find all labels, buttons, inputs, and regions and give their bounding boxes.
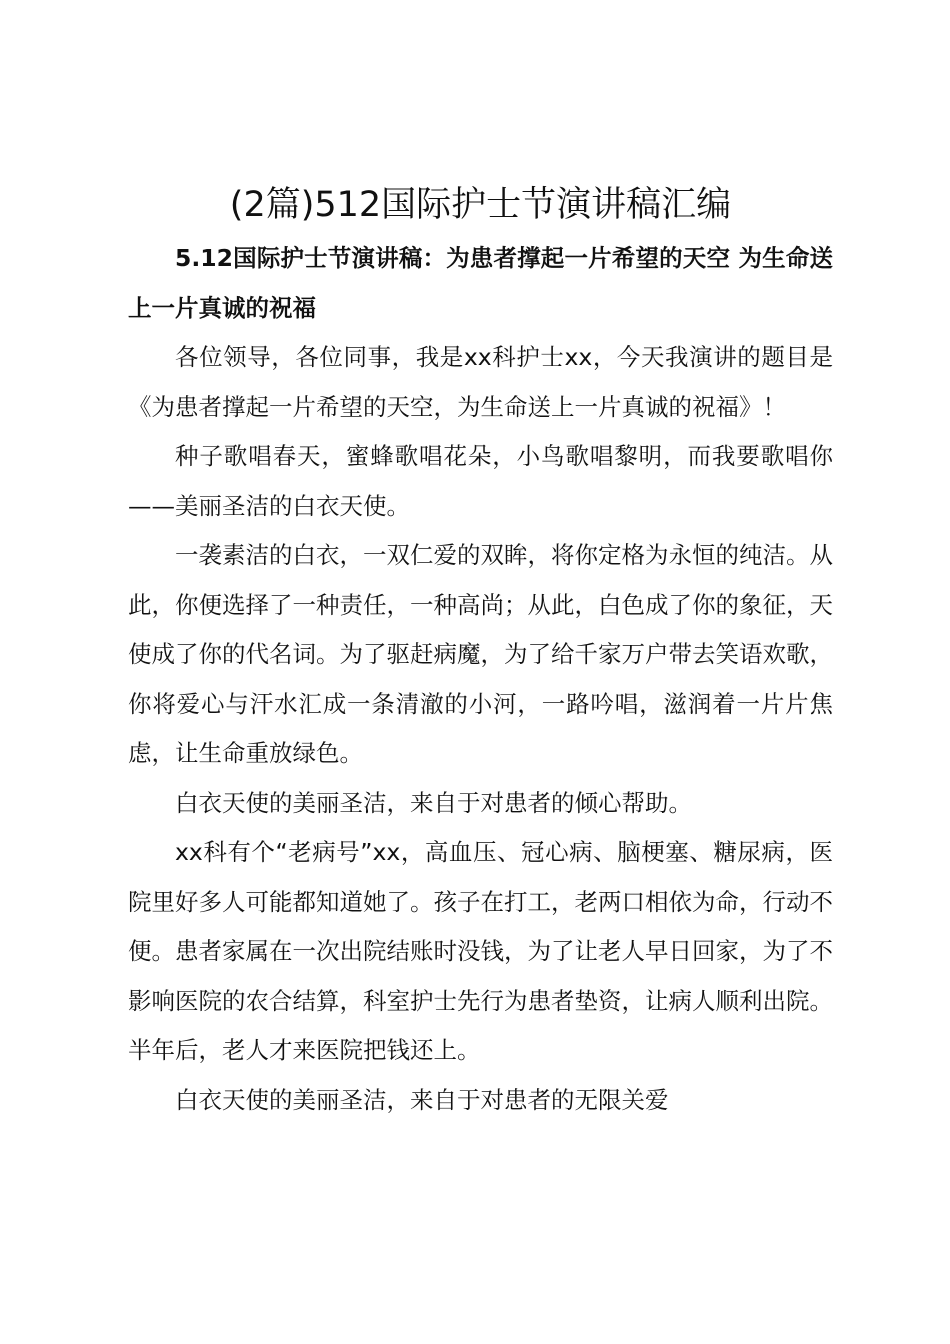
document-title: (2篇)512国际护士节演讲稿汇编 — [229, 185, 732, 225]
paragraph-patient-story: xx科有个“老病号”xx，高血压、冠心病、脑梗塞、糖尿病，医院里好多人可能都知道她了。孩子在打工，老两口相依为命，行动不便。患者家属在一次出院结账时没钱，为了让老人早日回家，为了不影响医院的农合结算，科室护士先行为患者垫资，让病人顺利出院。半年后，老人才来医院把钱还上。 — [128, 838, 833, 1064]
paragraph-care-heading: 白衣天使的美丽圣洁，来自于对患者的无限关爱 — [175, 1085, 669, 1114]
paragraph-white-coat: 一袭素洁的白衣，一双仁爱的双眸，将你定格为永恒的纯洁。从此，你便选择了一种责任，一种高尚；从此，白色成了你的象征，天使成了你的代名词。为了驱赶病魔，为了给千家万户带去笑语欢歌，你将爱心与汗水汇成一条清澈的小河，一路吟唱，滋润着一片片焦虑，让生命重放绿色。 — [128, 541, 833, 767]
paragraph-song: 种子歌唱春天，蜜蜂歌唱花朵，小鸟歌唱黎明，而我要歌唱你——美丽圣洁的白衣天使。 — [128, 442, 833, 520]
document-body — [128, 176, 833, 1125]
speech-subtitle: 5.12国际护士节演讲稿：为患者撑起一片希望的天空 为生命送上一片真诚的祝福 — [128, 244, 833, 322]
paragraph-greeting: 各位领导，各位同事，我是xx科护士xx，今天我演讲的题目是《为患者撑起一片希望的天空，为生命送上一片真诚的祝福》！ — [128, 343, 833, 421]
paragraph-help-heading: 白衣天使的美丽圣洁，来自于对患者的倾心帮助。 — [175, 788, 692, 817]
